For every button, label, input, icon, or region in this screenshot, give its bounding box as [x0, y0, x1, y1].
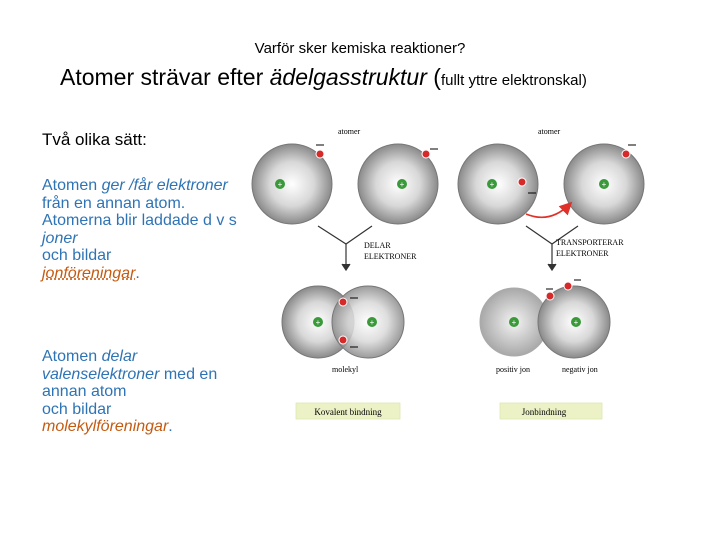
p2-a: Atomen [42, 348, 102, 365]
p2-d: och bildar [42, 400, 112, 418]
atom-top-1 [252, 144, 332, 224]
covalent-paragraph [42, 348, 242, 436]
shared-electron-icon [339, 336, 347, 344]
title-main: Atomer strävar efter [60, 64, 270, 90]
electron-icon [546, 292, 554, 300]
electron-icon [316, 150, 324, 158]
p2-e: molekylföreningar [42, 418, 169, 436]
svg-text:+: + [601, 180, 607, 189]
p1-d: Atomerna blir laddade d v s [42, 212, 237, 230]
ionic-label: Jonbindning [521, 407, 567, 417]
p1-c: från en annan atom. [42, 194, 186, 212]
transfer-arrow-down-icon [526, 226, 578, 270]
bonding-diagram [250, 118, 650, 428]
atoms-label-right: atomer [538, 127, 561, 136]
negative-ion-label: negativ jon [562, 365, 598, 374]
p2-f: . [168, 418, 173, 436]
atom-top-2 [358, 144, 438, 224]
atom-top-3 [458, 144, 538, 224]
p1-h: . [135, 264, 140, 282]
electron-icon [622, 150, 630, 158]
p1-e: joner [42, 229, 78, 247]
svg-text:+: + [573, 318, 579, 327]
atom-top-4 [564, 144, 644, 224]
transfer-label-1: TRANSPORTERAR [556, 238, 624, 247]
transfer-label-2: ELEKTRONER [556, 249, 609, 258]
electron-icon [422, 150, 430, 158]
electron-icon [564, 282, 572, 290]
transfer-arrow-icon [526, 204, 570, 217]
title-small: fullt yttre elektronskal) [440, 72, 587, 89]
negative-ion [538, 280, 610, 358]
molecule [282, 286, 404, 358]
p2-b: delar valenselektroner [42, 348, 160, 383]
p1-g: jonföreningar [42, 264, 136, 282]
covalent-label: Kovalent bindning [314, 407, 382, 417]
intro-text: Två olika sätt: [42, 130, 147, 149]
svg-text:+: + [511, 318, 517, 327]
ionic-paragraph [42, 177, 242, 283]
p1-b: ger /får elektroner [101, 177, 228, 194]
p2-c: med en annan atom [42, 365, 218, 401]
svg-text:+: + [277, 180, 283, 189]
svg-text:+: + [315, 318, 321, 327]
svg-text:+: + [489, 180, 495, 189]
svg-text:+: + [369, 318, 375, 327]
positive-ion-label: positiv jon [496, 365, 531, 374]
molecule-label: molekyl [332, 365, 359, 374]
title-open-paren: ( [426, 64, 441, 90]
electron-icon [518, 178, 526, 186]
atoms-label-left: atomer [338, 127, 361, 136]
p1-a: Atomen [42, 177, 102, 194]
p1-f: och bildar [42, 247, 112, 265]
shared-electron-icon [339, 298, 347, 306]
slide-title [60, 64, 720, 91]
title-emphasis: ädelgasstruktur [269, 64, 427, 90]
share-label-2: ELEKTRONER [364, 252, 417, 261]
slide-kicker: Varför sker kemiska reaktioner? [254, 40, 466, 57]
share-label-1: DELAR [364, 241, 391, 250]
svg-text:+: + [399, 180, 405, 189]
